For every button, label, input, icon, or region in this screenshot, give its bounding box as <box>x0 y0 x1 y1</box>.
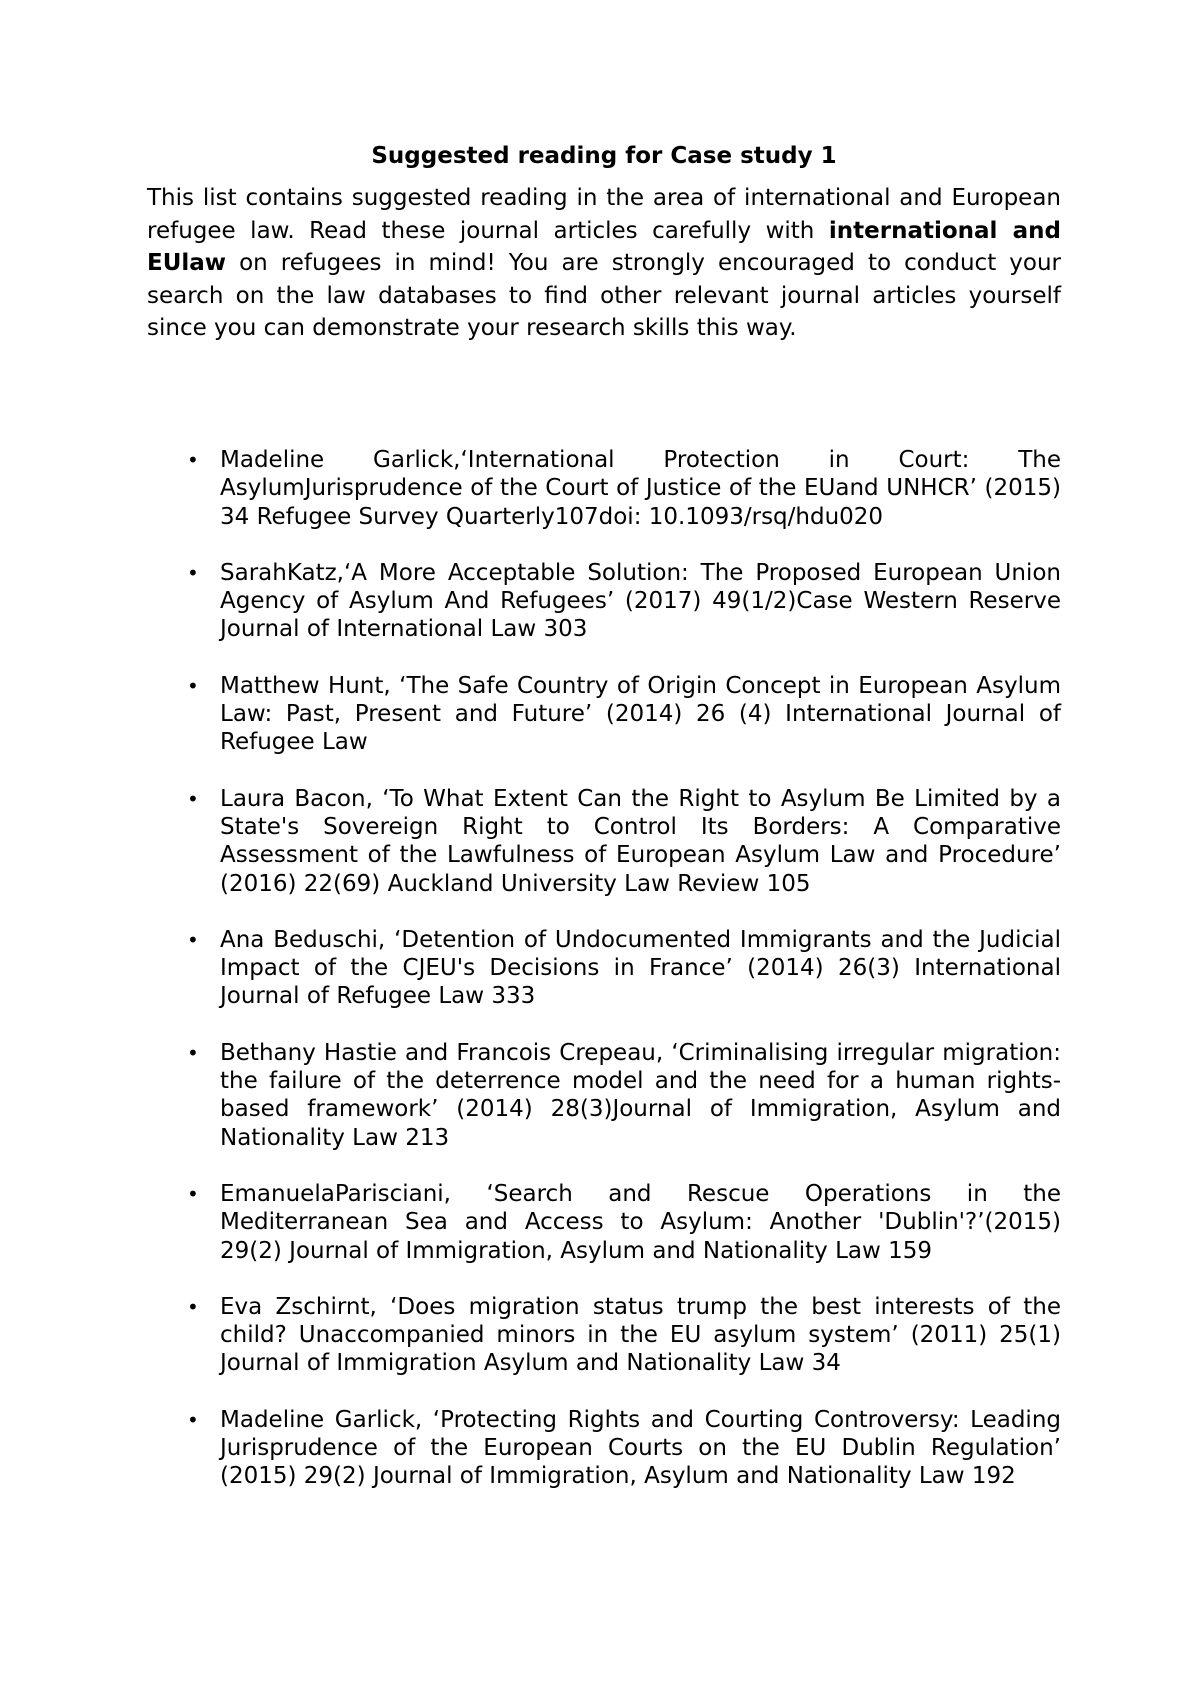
bullet-icon: • <box>187 560 199 585</box>
document-page <box>147 140 1061 1490</box>
bullet-icon: • <box>187 786 199 811</box>
reference-text: Matthew Hunt, ‘The Safe Country of Origin Concept in European Asylum Law: Past, Present and Future’ (2014) 26 (4) International Journal of Refugee Law <box>220 672 1061 756</box>
intro-bold-phrase: international and EUlaw <box>147 217 1061 276</box>
reference-item <box>147 1180 1061 1265</box>
intro-paragraph <box>147 182 1061 345</box>
reference-text: SarahKatz,‘A More Acceptable Solution: The Proposed European Union Agency of Asylum And Refugees’ (2017) 49(1/2)Case Western Reserve Journal of International Law 303 <box>220 559 1061 643</box>
reference-item <box>147 1039 1061 1152</box>
bullet-icon: • <box>187 1407 199 1432</box>
reference-text: Madeline Garlick, ‘Protecting Rights and Courting Controversy: Leading Jurisprudence of the European Courts on the EU Dublin Regulation’ (2015) 29(2) Journal of Immigration, Asylum and Nationality Law 192 <box>220 1406 1061 1490</box>
reference-item <box>147 926 1061 1011</box>
reference-item <box>147 559 1061 644</box>
reference-text: Madeline Garlick,‘International Protection in Court: The AsylumJurisprudence of the Court of Justice of the EUand UNHCR’ (2015) 34 Refugee Survey Quarterly107doi: 10.1093/rsq/hdu020 <box>220 447 1061 530</box>
bullet-icon: • <box>187 1294 199 1319</box>
reference-item <box>147 1293 1061 1378</box>
reference-text: Ana Beduschi, ‘Detention of Undocumented Immigrants and the Judicial Impact of the CJEU's Decisions in France’ (2014) 26(3) International Journal of Refugee Law 333 <box>220 926 1061 1010</box>
bullet-icon: • <box>187 1040 199 1065</box>
reference-item <box>147 446 1061 531</box>
reference-item <box>147 1406 1061 1491</box>
reference-item <box>147 672 1061 757</box>
bullet-icon: • <box>187 927 199 952</box>
reference-item <box>147 785 1061 898</box>
reference-text: EmanuelaParisciani, ‘Search and Rescue Operations in the Mediterranean Sea and Access to Asylum: Another 'Dublin'?’(2015) 29(2) Journal of Immigration, Asylum and Nationality Law 159 <box>220 1180 1061 1264</box>
intro-text-end: on refugees in mind! You are strongly encouraged to conduct your search on the law databases to find other relevant journal articles yourself since you can demonstrate your research skills this way. <box>147 250 1061 341</box>
intro-text-start: This list contains suggested reading in the area of international and European refugee law. Read these journal articles carefully with <box>147 185 1061 244</box>
bullet-icon: • <box>187 448 199 472</box>
page-title: Suggested reading for Case study 1 <box>371 143 837 169</box>
reference-text: Laura Bacon, ‘To What Extent Can the Right to Asylum Be Limited by a State's Sovereign Right to Control Its Borders: A Comparative Assessment of the Lawfulness of European Asylum Law and Procedure’ (2016) 22(69) Auckland University Law Review 105 <box>220 785 1061 897</box>
bullet-icon: • <box>187 1181 199 1206</box>
reference-list <box>147 446 1061 1519</box>
reference-text: Eva Zschirnt, ‘Does migration status trump the best interests of the child? Unaccompanied minors in the EU asylum system’ (2011) 25(1) Journal of Immigration Asylum and Nationality Law 34 <box>220 1293 1061 1377</box>
bullet-icon: • <box>187 673 199 698</box>
reference-text: Bethany Hastie and Francois Crepeau, ‘Criminalising irregular migration: the failure of the deterrence model and the need for a human rights-based framework’ (2014) 28(3)Journal of Immigration, Asylum and Nationality Law 213 <box>220 1039 1061 1151</box>
